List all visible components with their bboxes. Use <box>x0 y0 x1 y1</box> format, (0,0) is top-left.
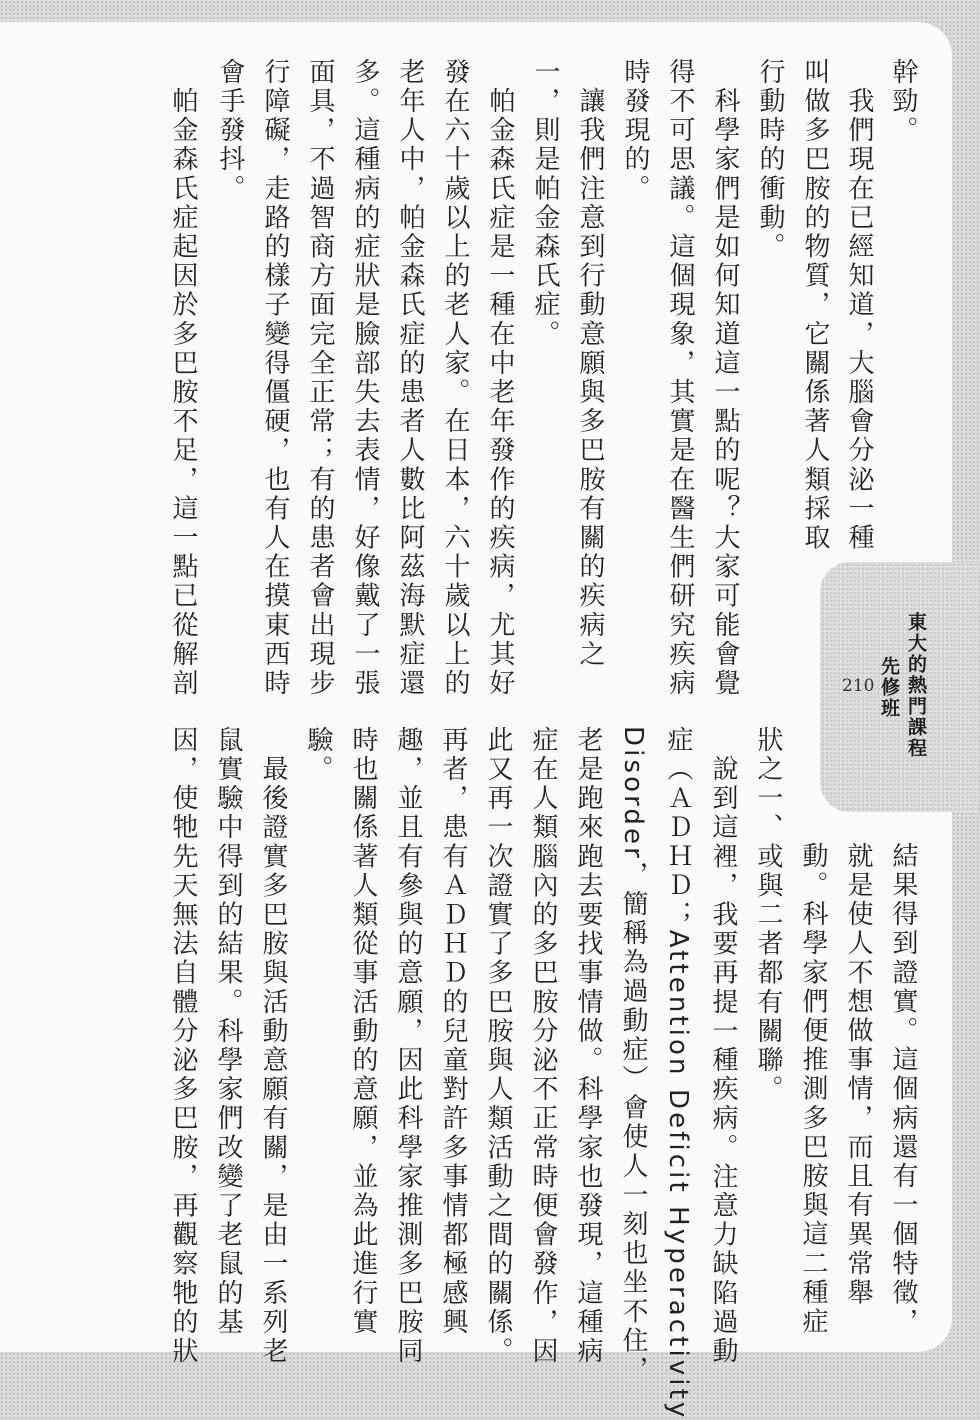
text-column: 老年人中，帕金森氏症的患者人數比阿茲海默症還 <box>395 58 425 699</box>
text-column: 一，則是帕金森氏症。 <box>530 58 560 349</box>
page-number: 210 <box>842 676 875 696</box>
text-column: 叫做多巴胺的物質，它關係著人類採取 <box>800 58 830 553</box>
text-column: 科學家們是如何知道這一點的呢？大家可能會覺 <box>710 58 740 699</box>
text-column: 得不可思議。這個現象，其實是在醫生們研究疾病 <box>665 58 695 699</box>
text-column: 此又再一次證實了多巴胺與人類活動之間的關係。 <box>483 726 513 1367</box>
text-column: 再者，患有ＡＤＨＤ的兒童對許多事情都極感興 <box>438 726 468 1338</box>
text-column: 發在六十歲以上的老人家。在日本，六十歲以上的 <box>440 58 470 699</box>
text-column: 幹勁。 <box>888 58 918 146</box>
text-column: 動。科學家們便推測多巴胺與這二種症 <box>798 842 828 1337</box>
text-column: 會手發抖。 <box>215 58 245 204</box>
text-column: 帕金森氏症是一種在中老年發作的疾病，尤其好 <box>485 58 515 699</box>
text-column: 最後證實多巴胺與活動意願有關，是由一系列老 <box>258 726 288 1367</box>
book-subtitle: 先修班 <box>878 656 900 719</box>
text-column: 行障礙，走路的樣子變得僵硬，也有人在摸東西時 <box>260 58 290 699</box>
text-column: 帕金森氏症起因於多巴胺不足，這一點已從解剖 <box>168 58 198 699</box>
text-column: Disorder，簡稱為過動症）會使人一刻也坐不住， <box>618 726 648 1385</box>
text-column: 結果得到證實。這個病還有一個特徵， <box>888 842 918 1337</box>
text-column: 因，使牠先天無法自體分泌多巴胺，再觀察牠的狀 <box>168 726 198 1367</box>
text-column: 行動時的衝動。 <box>755 58 785 262</box>
text-column: 趣，並且有參與的意願，因此科學家推測多巴胺同 <box>393 726 423 1367</box>
text-column: 說到這裡，我要再提一種疾病。注意力缺陷過動 <box>708 726 738 1367</box>
text-column: 面具，不過智商方面完全正常；有的患者會出現步 <box>305 58 335 699</box>
text-column: 狀之一、或與二者都有關聯。 <box>753 726 783 1105</box>
text-column: 老是跑來跑去要找事情做。科學家也發現，這種病 <box>573 726 603 1367</box>
text-column: 時也關係著人類從事活動的意願，並為此進行實 <box>348 726 378 1338</box>
text-column: 就是使人不想做事情，而且有異常舉 <box>843 842 873 1308</box>
book-title: 東大的熱門課程 <box>905 612 927 759</box>
text-column: 我們現在已經知道，大腦會分泌一種 <box>844 58 874 553</box>
text-column: 症（ＡＤＨＤ；Attention Deficit Hyperactivity <box>663 726 693 1420</box>
text-column: 多。這種病的症狀是臉部失去表情，好像戴了一張 <box>350 58 380 699</box>
text-column: 鼠實驗中得到的結果。科學家們改變了老鼠的基 <box>213 726 243 1338</box>
text-column: 讓我們注意到行動意願與多巴胺有關的疾病之 <box>575 58 605 670</box>
text-column: 驗。 <box>303 726 333 785</box>
text-column: 時發現的。 <box>620 58 650 204</box>
text-column: 症在人類腦內的多巴胺分泌不正常時便會發作，因 <box>528 726 558 1367</box>
